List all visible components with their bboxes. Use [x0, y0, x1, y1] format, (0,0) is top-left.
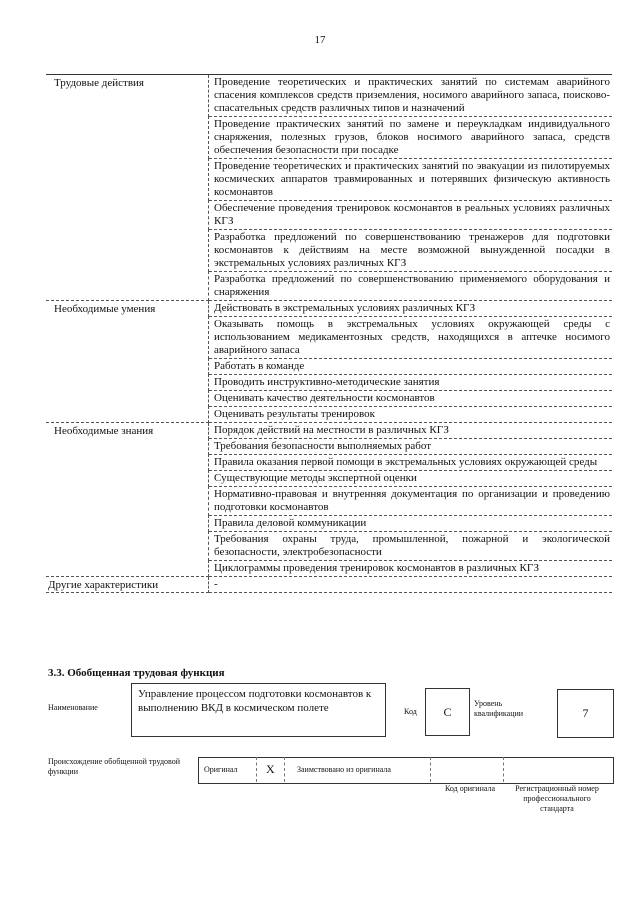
- origin-label: Происхождение обобщенной трудовой функции: [48, 757, 181, 776]
- row-item: Нормативно-правовая и внутренняя документация по организации и проведению подготовки космонавтов: [209, 487, 613, 516]
- row-item: Оценивать результаты тренировок: [209, 407, 613, 423]
- other-label: Другие характеристики: [46, 577, 209, 593]
- row-item: Работать в команде: [209, 359, 613, 375]
- row-item: Проведение практических занятий по замене и переукладкам индивидуального снаряжения, полезных грузов, блоков носимого аварийного запаса, средств обеспечения безопасности при посадке: [209, 117, 613, 159]
- borrowed-label: Заимствовано из оригинала: [297, 765, 391, 774]
- table-row: [46, 301, 612, 317]
- row-item: Правила деловой коммуникации: [209, 516, 613, 532]
- level-label: Уровень квалификации: [474, 699, 524, 718]
- code-box: [425, 688, 470, 736]
- row-item: Порядок действий на местности в различных КГЗ: [209, 423, 613, 439]
- table-row: [46, 423, 612, 439]
- page-number: 17: [314, 34, 326, 46]
- row-label: Необходимые знания: [46, 423, 209, 577]
- level-box: [557, 689, 614, 738]
- original-mark: Х: [266, 762, 275, 776]
- row-item: Существующие методы экспертной оценки: [209, 471, 613, 487]
- row-item: Разработка предложений по совершенствованию тренажеров для подготовки космонавтов к действиям на месте возможной вынужденной посадки в экстремальных условиях различных КГЗ: [209, 230, 613, 272]
- row-item: Требования безопасности выполняемых работ: [209, 439, 613, 455]
- code-original-caption: Код оригинала: [444, 784, 496, 793]
- code-label: Код: [404, 707, 417, 716]
- row-item: Разработка предложений по совершенствованию применяемого оборудования и снаряжения: [209, 272, 613, 301]
- row-item: Проведение теоретических и практических занятий по эвакуации из пилотируемых космических аппаратов травмированных и потерявших физическую активность космонавтов: [209, 159, 613, 201]
- origin-box: [198, 757, 614, 784]
- row-item: Циклограммы проведения тренировок космонавтов в различных КГЗ: [209, 561, 613, 577]
- row-label: Необходимые умения: [46, 301, 209, 423]
- function-name: Управление процессом подготовки космонавтов к выполнению ВКД в космическом полете: [138, 688, 372, 714]
- row-item: Действовать в экстремальных условиях различных КГЗ: [209, 301, 613, 317]
- row-item: Проводить инструктивно-методические занятия: [209, 375, 613, 391]
- reg-number-caption: Регистрационный номер профессионального стандарта: [515, 784, 599, 813]
- row-label: Трудовые действия: [46, 75, 209, 301]
- table-row: [46, 75, 612, 117]
- row-item: Правила оказания первой помощи в экстремальных условиях окружающей среды: [209, 455, 613, 471]
- code-value: С: [443, 704, 452, 719]
- row-item: Оценивать качество деятельности космонавтов: [209, 391, 613, 407]
- row-item: Обеспечение проведения тренировок космонавтов в реальных условиях различных КГЗ: [209, 201, 613, 230]
- other-value: -: [209, 577, 613, 593]
- name-label: Наименование: [48, 703, 98, 712]
- row-item: Требования охраны труда, промышленной, пожарной и экологической безопасности, электробезопасности: [209, 532, 613, 561]
- section-title: 3.3. Обобщенная трудовая функция: [48, 667, 225, 679]
- level-value: 7: [582, 706, 589, 720]
- other-characteristics-row: [46, 577, 612, 593]
- original-label: Оригинал: [204, 765, 238, 774]
- row-item: Оказывать помощь в экстремальных условиях окружающей среды с использованием медикаментозных средств, находящихся в аптечке носимого аварийного запаса: [209, 317, 613, 359]
- name-box: [131, 683, 386, 737]
- labor-function-table: [46, 74, 612, 593]
- row-item: Проведение теоретических и практических занятий по системам аварийного спасения комплексов средств приземления, носимого аварийного запаса, поисково-спасательных средств различных типов и назначений: [209, 75, 613, 117]
